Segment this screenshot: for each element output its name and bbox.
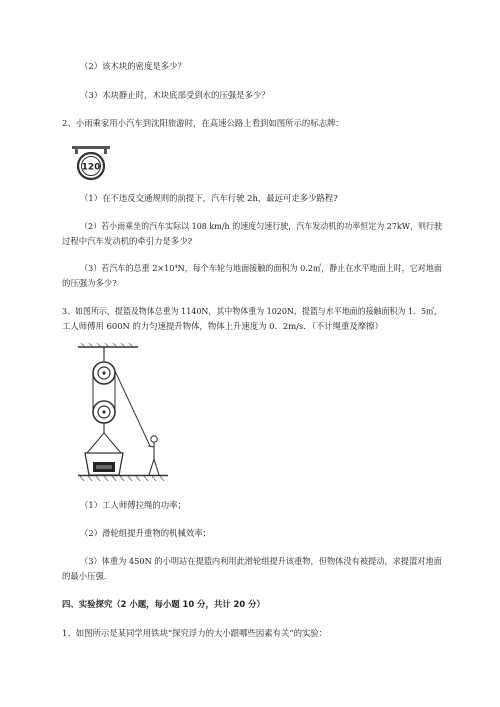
q3-sub3-line1: （3）体重为 450N 的小明站在提篮内利用此滑轮组提升该重物，但物体没有被提动，求提篮对地面 <box>80 556 442 566</box>
section4-heading: 四、实验探究（2 小题，每小题 10 分，共计 20 分） <box>62 599 265 609</box>
q3-stem-line2: 工人师傅用 600N 的力匀速提升物体，物体上升速度为 0．2m/s．（不计绳重及摩擦） <box>62 321 383 331</box>
worker-leg-left <box>149 459 154 475</box>
q3-sub3-line2: 的最小压强. <box>62 571 107 581</box>
q2-stem: 2、小雨乘家用小汽车到沈阳旅游时，在高速公路上看到如图所示的标志牌： <box>62 118 344 128</box>
rope-to-worker <box>115 371 150 446</box>
ground-hatch <box>80 476 164 481</box>
sign-right-post <box>104 149 107 154</box>
q3-sub2: （2）滑轮组提升重物的机械效率； <box>80 528 211 538</box>
section4-q1-stem: 1、如图所示是某同学用铁块“探究浮力的大小跟哪些因素有关”的实验： <box>62 628 328 638</box>
pulley-system-figure <box>78 343 178 483</box>
worker-leg-right <box>154 459 159 475</box>
basket-strap-left <box>87 433 104 453</box>
sign-bar <box>72 146 110 149</box>
bottom-pulley-axle <box>102 410 105 413</box>
q2-sub2-line1: （2）若小雨乘坐的汽车实际以 108 km/h 的速度匀速行驶，汽车发动机的功率恒定为 27kW，则行驶 <box>80 221 442 231</box>
top-pulley-axle <box>102 371 105 374</box>
worker-arm <box>148 446 154 447</box>
sign-left-post <box>75 149 78 154</box>
q2-sub3-line2: 的压强为多少? <box>62 278 117 288</box>
basket-strap-right <box>104 433 121 453</box>
q3-stem-line1: 3、如图所示，提篮及物体总重为 1140N，其中物体重为 1020N，提篮与水平地面的接触面积为 1．5㎡， <box>62 306 442 316</box>
q1-sub3: （3）木块静止时，木块底部受到水的压强是多少？ <box>80 90 270 100</box>
q3-sub1: （1）工人师傅拉绳的功率； <box>80 500 186 510</box>
basket-load-highlight <box>96 465 112 469</box>
q2-sub1: （1）在不违反交通规则的前提下，汽车行驶 2h，最远可走多少路程? <box>80 193 338 203</box>
sign-value: 120 <box>81 162 101 173</box>
worker-head <box>151 436 157 442</box>
q2-sub2-line2: 过程中汽车发动机的牵引力是多少? <box>62 236 193 246</box>
speed-limit-sign-figure <box>72 146 112 182</box>
q2-sub3-line1: （3）若汽车的总重 2×10⁴N，每个车轮与地面接触的面积为 0.2㎡，静止在水平地面上时，它对地面 <box>80 263 442 273</box>
q1-sub2: （2）该木块的密度是多少？ <box>80 61 186 71</box>
